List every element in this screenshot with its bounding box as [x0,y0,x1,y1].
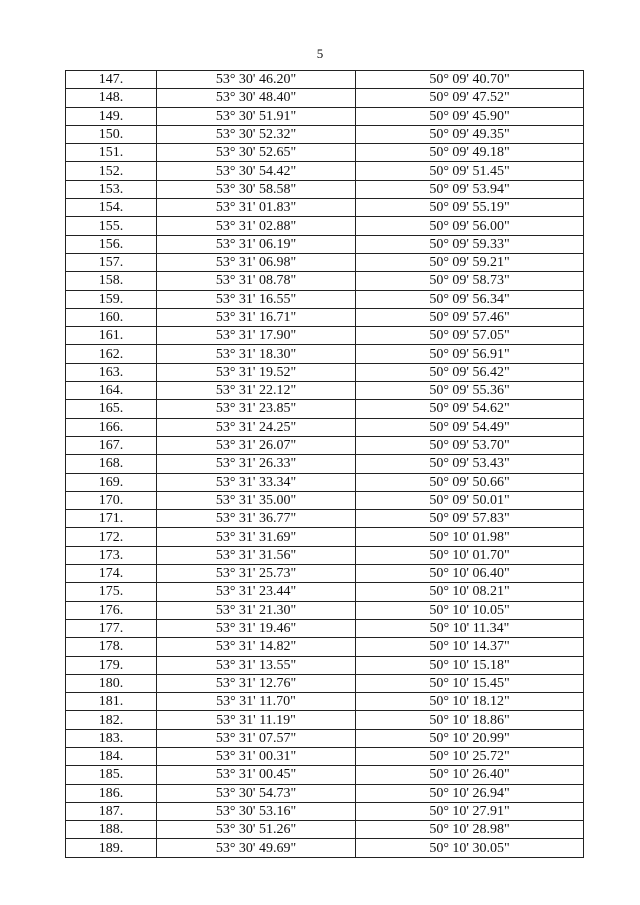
longitude-cell: 50° 09' 55.36" [356,382,584,400]
point-number-cell: 174. [66,565,157,583]
latitude-cell: 53° 31' 00.45" [157,766,356,784]
longitude-cell: 50° 10' 10.05" [356,601,584,619]
point-number-cell: 176. [66,601,157,619]
point-number-cell: 179. [66,656,157,674]
table-row [66,125,584,143]
table-row [66,418,584,436]
point-number-cell: 156. [66,235,157,253]
latitude-cell: 53° 31' 11.70" [157,693,356,711]
table-row [66,711,584,729]
point-number-cell: 148. [66,89,157,107]
latitude-cell: 53° 31' 00.31" [157,747,356,765]
longitude-cell: 50° 10' 14.37" [356,638,584,656]
point-number-cell: 186. [66,784,157,802]
table-row [66,821,584,839]
longitude-cell: 50° 09' 40.70" [356,71,584,89]
longitude-cell: 50° 10' 18.86" [356,711,584,729]
table-row [66,473,584,491]
table-row [66,766,584,784]
point-number-cell: 159. [66,290,157,308]
latitude-cell: 53° 31' 14.82" [157,638,356,656]
point-number-cell: 168. [66,455,157,473]
latitude-cell: 53° 31' 06.19" [157,235,356,253]
latitude-cell: 53° 30' 54.73" [157,784,356,802]
point-number-cell: 181. [66,693,157,711]
point-number-cell: 152. [66,162,157,180]
coordinates-table [65,70,584,858]
latitude-cell: 53° 31' 31.56" [157,546,356,564]
longitude-cell: 50° 09' 55.19" [356,199,584,217]
point-number-cell: 188. [66,821,157,839]
table-row [66,308,584,326]
table-row [66,528,584,546]
table-row [66,747,584,765]
longitude-cell: 50° 09' 58.73" [356,272,584,290]
longitude-cell: 50° 09' 53.70" [356,436,584,454]
latitude-cell: 53° 31' 17.90" [157,327,356,345]
latitude-cell: 53° 30' 52.65" [157,144,356,162]
point-number-cell: 169. [66,473,157,491]
table-row [66,345,584,363]
table-row [66,674,584,692]
latitude-cell: 53° 30' 51.91" [157,107,356,125]
longitude-cell: 50° 09' 49.18" [356,144,584,162]
longitude-cell: 50° 09' 49.35" [356,125,584,143]
coordinates-table-body [66,71,584,858]
longitude-cell: 50° 09' 45.90" [356,107,584,125]
latitude-cell: 53° 30' 58.58" [157,180,356,198]
point-number-cell: 160. [66,308,157,326]
longitude-cell: 50° 10' 01.98" [356,528,584,546]
longitude-cell: 50° 09' 56.34" [356,290,584,308]
longitude-cell: 50° 10' 26.40" [356,766,584,784]
table-row [66,272,584,290]
table-row [66,363,584,381]
point-number-cell: 155. [66,217,157,235]
longitude-cell: 50° 09' 57.05" [356,327,584,345]
table-row [66,693,584,711]
table-row [66,71,584,89]
point-number-cell: 187. [66,802,157,820]
latitude-cell: 53° 31' 31.69" [157,528,356,546]
table-row [66,839,584,857]
table-row [66,656,584,674]
latitude-cell: 53° 30' 49.69" [157,839,356,857]
table-row [66,290,584,308]
table-row [66,436,584,454]
longitude-cell: 50° 09' 59.33" [356,235,584,253]
point-number-cell: 153. [66,180,157,198]
table-row [66,217,584,235]
longitude-cell: 50° 10' 06.40" [356,565,584,583]
table-row [66,253,584,271]
latitude-cell: 53° 31' 23.85" [157,400,356,418]
point-number-cell: 177. [66,619,157,637]
point-number-cell: 171. [66,510,157,528]
table-row [66,565,584,583]
latitude-cell: 53° 30' 54.42" [157,162,356,180]
longitude-cell: 50° 10' 08.21" [356,583,584,601]
point-number-cell: 165. [66,400,157,418]
point-number-cell: 180. [66,674,157,692]
latitude-cell: 53° 31' 19.52" [157,363,356,381]
table-row [66,729,584,747]
table-row [66,235,584,253]
latitude-cell: 53° 31' 33.34" [157,473,356,491]
latitude-cell: 53° 31' 02.88" [157,217,356,235]
latitude-cell: 53° 31' 06.98" [157,253,356,271]
table-row [66,619,584,637]
latitude-cell: 53° 30' 48.40" [157,89,356,107]
longitude-cell: 50° 09' 57.46" [356,308,584,326]
latitude-cell: 53° 31' 26.07" [157,436,356,454]
latitude-cell: 53° 31' 25.73" [157,565,356,583]
point-number-cell: 185. [66,766,157,784]
table-row [66,491,584,509]
longitude-cell: 50° 09' 50.66" [356,473,584,491]
table-row [66,89,584,107]
page-number: 5 [316,46,324,61]
point-number-cell: 172. [66,528,157,546]
point-number-cell: 163. [66,363,157,381]
point-number-cell: 167. [66,436,157,454]
longitude-cell: 50° 09' 47.52" [356,89,584,107]
latitude-cell: 53° 31' 12.76" [157,674,356,692]
point-number-cell: 175. [66,583,157,601]
latitude-cell: 53° 31' 13.55" [157,656,356,674]
latitude-cell: 53° 30' 52.32" [157,125,356,143]
latitude-cell: 53° 31' 01.83" [157,199,356,217]
table-row [66,180,584,198]
latitude-cell: 53° 31' 11.19" [157,711,356,729]
longitude-cell: 50° 10' 27.91" [356,802,584,820]
longitude-cell: 50° 10' 26.94" [356,784,584,802]
longitude-cell: 50° 09' 53.94" [356,180,584,198]
longitude-cell: 50° 10' 20.99" [356,729,584,747]
longitude-cell: 50° 09' 50.01" [356,491,584,509]
latitude-cell: 53° 31' 24.25" [157,418,356,436]
point-number-cell: 157. [66,253,157,271]
longitude-cell: 50° 09' 57.83" [356,510,584,528]
latitude-cell: 53° 31' 23.44" [157,583,356,601]
longitude-cell: 50° 09' 54.49" [356,418,584,436]
point-number-cell: 184. [66,747,157,765]
table-row [66,327,584,345]
point-number-cell: 161. [66,327,157,345]
point-number-cell: 164. [66,382,157,400]
longitude-cell: 50° 09' 56.42" [356,363,584,381]
point-number-cell: 178. [66,638,157,656]
latitude-cell: 53° 31' 19.46" [157,619,356,637]
point-number-cell: 189. [66,839,157,857]
table-row [66,199,584,217]
point-number-cell: 150. [66,125,157,143]
point-number-cell: 170. [66,491,157,509]
longitude-cell: 50° 10' 28.98" [356,821,584,839]
table-row [66,601,584,619]
point-number-cell: 183. [66,729,157,747]
longitude-cell: 50° 10' 25.72" [356,747,584,765]
latitude-cell: 53° 31' 16.55" [157,290,356,308]
point-number-cell: 166. [66,418,157,436]
latitude-cell: 53° 31' 35.00" [157,491,356,509]
latitude-cell: 53° 31' 08.78" [157,272,356,290]
point-number-cell: 182. [66,711,157,729]
point-number-cell: 158. [66,272,157,290]
point-number-cell: 149. [66,107,157,125]
table-row [66,546,584,564]
latitude-cell: 53° 30' 51.26" [157,821,356,839]
latitude-cell: 53° 31' 26.33" [157,455,356,473]
table-row [66,144,584,162]
table-row [66,510,584,528]
longitude-cell: 50° 10' 30.05" [356,839,584,857]
latitude-cell: 53° 30' 53.16" [157,802,356,820]
longitude-cell: 50° 10' 15.45" [356,674,584,692]
point-number-cell: 154. [66,199,157,217]
table-row [66,455,584,473]
longitude-cell: 50° 09' 56.91" [356,345,584,363]
longitude-cell: 50° 10' 18.12" [356,693,584,711]
latitude-cell: 53° 31' 16.71" [157,308,356,326]
longitude-cell: 50° 10' 15.18" [356,656,584,674]
point-number-cell: 173. [66,546,157,564]
longitude-cell: 50° 10' 11.34" [356,619,584,637]
table-row [66,583,584,601]
latitude-cell: 53° 31' 21.30" [157,601,356,619]
latitude-cell: 53° 31' 18.30" [157,345,356,363]
longitude-cell: 50° 09' 53.43" [356,455,584,473]
table-row [66,382,584,400]
point-number-cell: 147. [66,71,157,89]
table-row [66,638,584,656]
latitude-cell: 53° 31' 22.12" [157,382,356,400]
table-row [66,400,584,418]
table-row [66,107,584,125]
table-row [66,162,584,180]
longitude-cell: 50° 09' 51.45" [356,162,584,180]
table-row [66,784,584,802]
longitude-cell: 50° 09' 54.62" [356,400,584,418]
longitude-cell: 50° 09' 56.00" [356,217,584,235]
point-number-cell: 162. [66,345,157,363]
latitude-cell: 53° 30' 46.20" [157,71,356,89]
table-row [66,802,584,820]
latitude-cell: 53° 31' 36.77" [157,510,356,528]
latitude-cell: 53° 31' 07.57" [157,729,356,747]
longitude-cell: 50° 10' 01.70" [356,546,584,564]
longitude-cell: 50° 09' 59.21" [356,253,584,271]
point-number-cell: 151. [66,144,157,162]
